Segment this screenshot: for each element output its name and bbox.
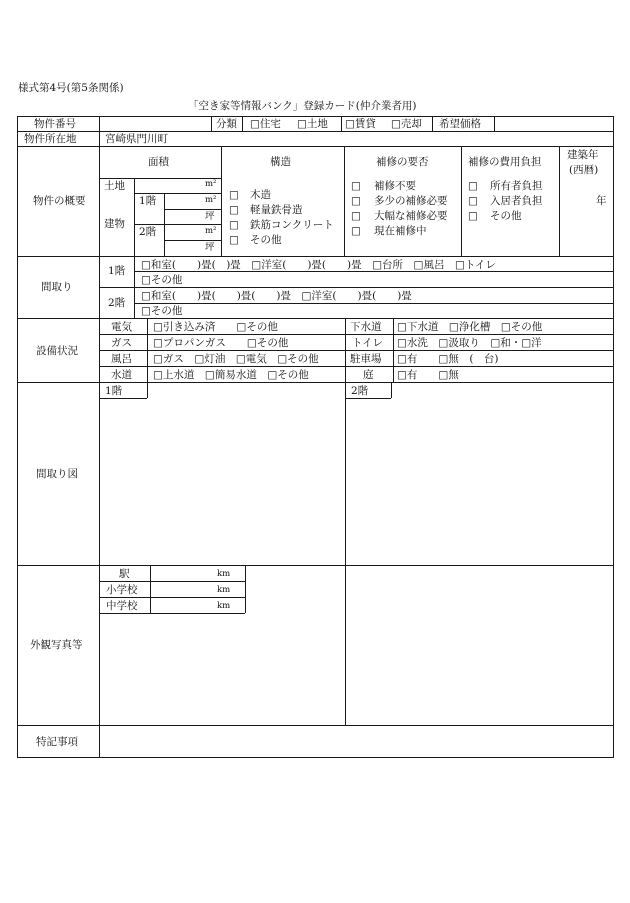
- cost-checkbox[interactable]: □: [468, 210, 478, 222]
- repair-option-none: 補修不要: [374, 180, 416, 192]
- floor2-tsubo-unit: 坪: [205, 242, 215, 253]
- form-title: 「空き家等情報バンク」登録カード(仲介業者用): [188, 100, 417, 112]
- repair-option-minor: 多少の補修必要: [374, 195, 448, 207]
- distance-station-label: 駅: [119, 568, 130, 580]
- land-sqm-unit: m²: [205, 179, 217, 189]
- layout-floor2-other[interactable]: □その他: [141, 305, 183, 317]
- distance-junior-high-label: 中学校: [106, 600, 138, 612]
- layout-floor2-label: 2階: [108, 297, 126, 309]
- structure-header: 構造: [270, 156, 291, 168]
- bath-label: 風呂: [111, 353, 132, 365]
- floor-plan-floor2-label: 2階: [351, 385, 369, 397]
- structure-option-light-steel: 軽量鉄骨造: [250, 204, 303, 216]
- desired-price-field[interactable]: [498, 119, 610, 130]
- build-year-header-sub: (西暦): [569, 164, 599, 176]
- building-label: 建物: [104, 218, 125, 230]
- floor2-sqm-unit: m²: [205, 226, 217, 236]
- distance-junior-high-unit: km: [217, 601, 231, 611]
- repair-checkbox[interactable]: □: [351, 180, 361, 192]
- category-label: 分類: [216, 118, 237, 130]
- overview-label: 物件の概要: [33, 195, 86, 207]
- structure-checkbox[interactable]: □: [229, 189, 239, 201]
- bath-options[interactable]: □ガス □灯油 □電気 □その他: [153, 353, 319, 365]
- floor1-area-label: 1階: [139, 195, 157, 207]
- distance-station-unit: km: [217, 569, 231, 579]
- water-label: 水道: [111, 369, 132, 381]
- repair-checkbox[interactable]: □: [351, 225, 361, 237]
- structure-checkbox[interactable]: □: [229, 204, 239, 216]
- structure-option-other: その他: [250, 234, 282, 246]
- cost-option-other: その他: [490, 210, 522, 222]
- property-number-label: 物件番号: [34, 118, 76, 130]
- electricity-label: 電気: [111, 321, 132, 333]
- distance-elementary-label: 小学校: [106, 584, 138, 596]
- structure-checkbox[interactable]: □: [229, 234, 239, 246]
- toilet-label: トイレ: [352, 337, 383, 349]
- cost-checkbox[interactable]: □: [468, 180, 478, 192]
- toilet-options[interactable]: □水洗 □汲取り □和・□洋: [397, 337, 542, 349]
- repair-header: 補修の要否: [376, 156, 429, 168]
- floor-plan-label: 間取り図: [36, 468, 78, 480]
- layout-label: 間取り: [41, 281, 73, 293]
- exterior-photo-label: 外観写真等: [30, 639, 83, 651]
- floor-plan-floor1-label: 1階: [105, 385, 123, 397]
- garden-options[interactable]: □有 □無: [397, 369, 459, 381]
- layout-floor1-label: 1階: [108, 265, 126, 277]
- facilities-label: 設備状況: [36, 345, 78, 357]
- structure-option-rc: 鉄筋コンクリート: [250, 219, 334, 231]
- gas-label: ガス: [111, 337, 132, 349]
- area-header: 面積: [148, 156, 169, 168]
- cost-checkbox[interactable]: □: [468, 195, 478, 207]
- checkbox-lease[interactable]: □賃貸: [345, 118, 376, 130]
- structure-checkbox[interactable]: □: [229, 219, 239, 231]
- layout-floor2-rooms[interactable]: □和室( )畳( )畳( )畳 □洋室( )畳( )畳: [141, 290, 412, 302]
- repair-option-in-progress: 現在補修中: [374, 225, 427, 237]
- distance-elementary-unit: km: [217, 585, 231, 595]
- parking-options[interactable]: □有 □無 ( 台): [397, 353, 499, 365]
- checkbox-sale[interactable]: □売却: [391, 118, 422, 130]
- floor1-tsubo-unit: 坪: [205, 211, 215, 222]
- layout-floor1-rooms[interactable]: □和室( )畳( )畳 □洋室( )畳( )畳 □台所 □風呂 □トイレ: [141, 259, 496, 271]
- sewer-options[interactable]: □下水道 □浄化槽 □その他: [397, 321, 543, 333]
- property-number-field[interactable]: [104, 119, 209, 130]
- remarks-field[interactable]: [100, 726, 612, 756]
- floor2-drawing-area[interactable]: [346, 399, 612, 564]
- repair-cost-header: 補修の費用負担: [468, 156, 542, 168]
- exterior-photo-area[interactable]: [346, 566, 612, 724]
- checkbox-house[interactable]: □住宅: [250, 118, 281, 130]
- desired-price-label: 希望価格: [439, 118, 481, 130]
- gas-options[interactable]: □プロパンガス □その他: [153, 337, 289, 349]
- structure-option-wood: 木造: [250, 189, 271, 201]
- floor1-sqm-unit: m²: [205, 195, 217, 205]
- property-location-value[interactable]: 宮崎県門川町: [105, 133, 168, 145]
- floor1-drawing-area[interactable]: [100, 399, 344, 564]
- water-options[interactable]: □上水道 □簡易水道 □その他: [153, 369, 309, 381]
- checkbox-land[interactable]: □土地: [297, 118, 328, 130]
- sewer-label: 下水道: [350, 321, 382, 333]
- build-year-header: 建築年: [567, 149, 599, 161]
- remarks-label: 特記事項: [36, 736, 78, 748]
- repair-option-major: 大幅な補修必要: [374, 210, 448, 222]
- form-number: 様式第4号(第5条関係): [18, 82, 124, 94]
- cost-option-tenant: 入居者負担: [490, 195, 543, 207]
- electricity-options[interactable]: □引き込み済 □その他: [153, 321, 278, 333]
- repair-checkbox[interactable]: □: [351, 210, 361, 222]
- build-year-unit: 年: [596, 195, 607, 207]
- cost-option-owner: 所有者負担: [490, 180, 543, 192]
- land-label: 土地: [104, 180, 125, 192]
- layout-floor1-other[interactable]: □その他: [141, 274, 183, 286]
- parking-label: 駐車場: [350, 353, 382, 365]
- floor2-area-label: 2階: [139, 226, 157, 238]
- garden-label: 庭: [363, 369, 374, 381]
- repair-checkbox[interactable]: □: [351, 195, 361, 207]
- property-location-label: 物件所在地: [24, 133, 77, 145]
